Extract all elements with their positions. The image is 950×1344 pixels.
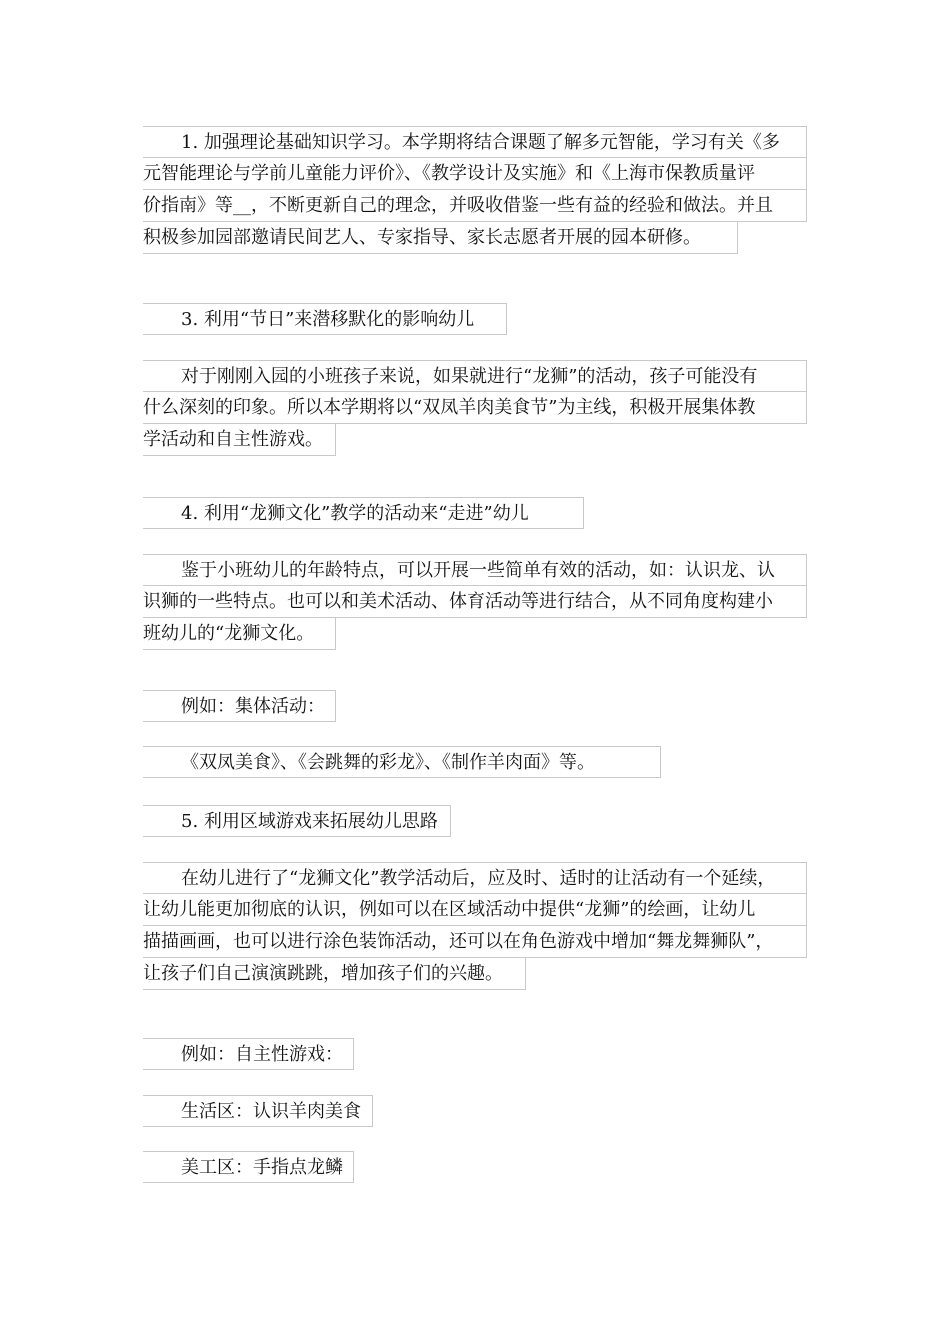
activity-list (143, 746, 661, 778)
text-line: 积极参加园部邀请民间艺人、专家指导、家长志愿者开展的园本研修。 (143, 222, 738, 254)
text-line: 描描画画，也可以进行涂色装饰活动，还可以在角色游戏中增加“舞龙舞狮队”， (143, 926, 807, 958)
text-line: 班幼儿的“龙狮文化。 (143, 618, 336, 650)
text-line: 在幼儿进行了“龙狮文化”教学活动后，应及时、适时的让活动有一个延续， (143, 862, 807, 894)
paragraph-age-features (143, 554, 807, 650)
art-area-item (143, 1151, 354, 1183)
text-line: 价指南》等__，不断更新自己的理念，并吸收借鉴一些有益的经验和做法。并且 (143, 190, 807, 222)
paragraph-theory-study (143, 126, 807, 254)
paragraph-continuation (143, 862, 807, 990)
text-line: 识狮的一些特点。也可以和美术活动、体育活动等进行结合，从不同角度构建小 (143, 586, 807, 618)
text-line: 美工区：手指点龙鳞 (143, 1151, 354, 1183)
text-line: 生活区：认识羊肉美食 (143, 1095, 373, 1127)
example-group-activity (143, 690, 336, 722)
heading-area-games (143, 805, 451, 837)
text-line: 元智能理论与学前儿童能力评价》、《教学设计及实施》和《上海市保教质量评 (143, 158, 807, 190)
text-line: 让幼儿能更加彻底的认识，例如可以在区域活动中提供“龙狮”的绘画，让幼儿 (143, 894, 807, 926)
text-line: 让孩子们自己演演跳跳，增加孩子们的兴趣。 (143, 958, 526, 990)
life-area-item (143, 1095, 373, 1127)
paragraph-small-class (143, 360, 807, 456)
text-line: 例如：集体活动： (143, 690, 336, 722)
heading-text: 4. 利用“龙狮文化”教学的活动来“走进”幼儿 (143, 497, 584, 529)
heading-text: 5. 利用区域游戏来拓展幼儿思路 (143, 805, 451, 837)
heading-dragon-lion-culture (143, 497, 584, 529)
text-line: 1. 加强理论基础知识学习。本学期将结合课题了解多元智能，学习有关《多 (143, 126, 807, 158)
text-line: 对于刚刚入园的小班孩子来说，如果就进行“龙狮”的活动，孩子可能没有 (143, 360, 807, 392)
heading-festival (143, 303, 507, 335)
text-line: 什么深刻的印象。所以本学期将以“双凤羊肉美食节”为主线，积极开展集体教 (143, 392, 807, 424)
text-line: 学活动和自主性游戏。 (143, 424, 336, 456)
example-self-directed-games (143, 1038, 354, 1070)
text-line: 鉴于小班幼儿的年龄特点，可以开展一些简单有效的活动，如：认识龙、认 (143, 554, 807, 586)
text-line: 例如：自主性游戏： (143, 1038, 354, 1070)
heading-text: 3. 利用“节日”来潜移默化的影响幼儿 (143, 303, 507, 335)
text-line: 《双凤美食》、《会跳舞的彩龙》、《制作羊肉面》等。 (143, 746, 661, 778)
